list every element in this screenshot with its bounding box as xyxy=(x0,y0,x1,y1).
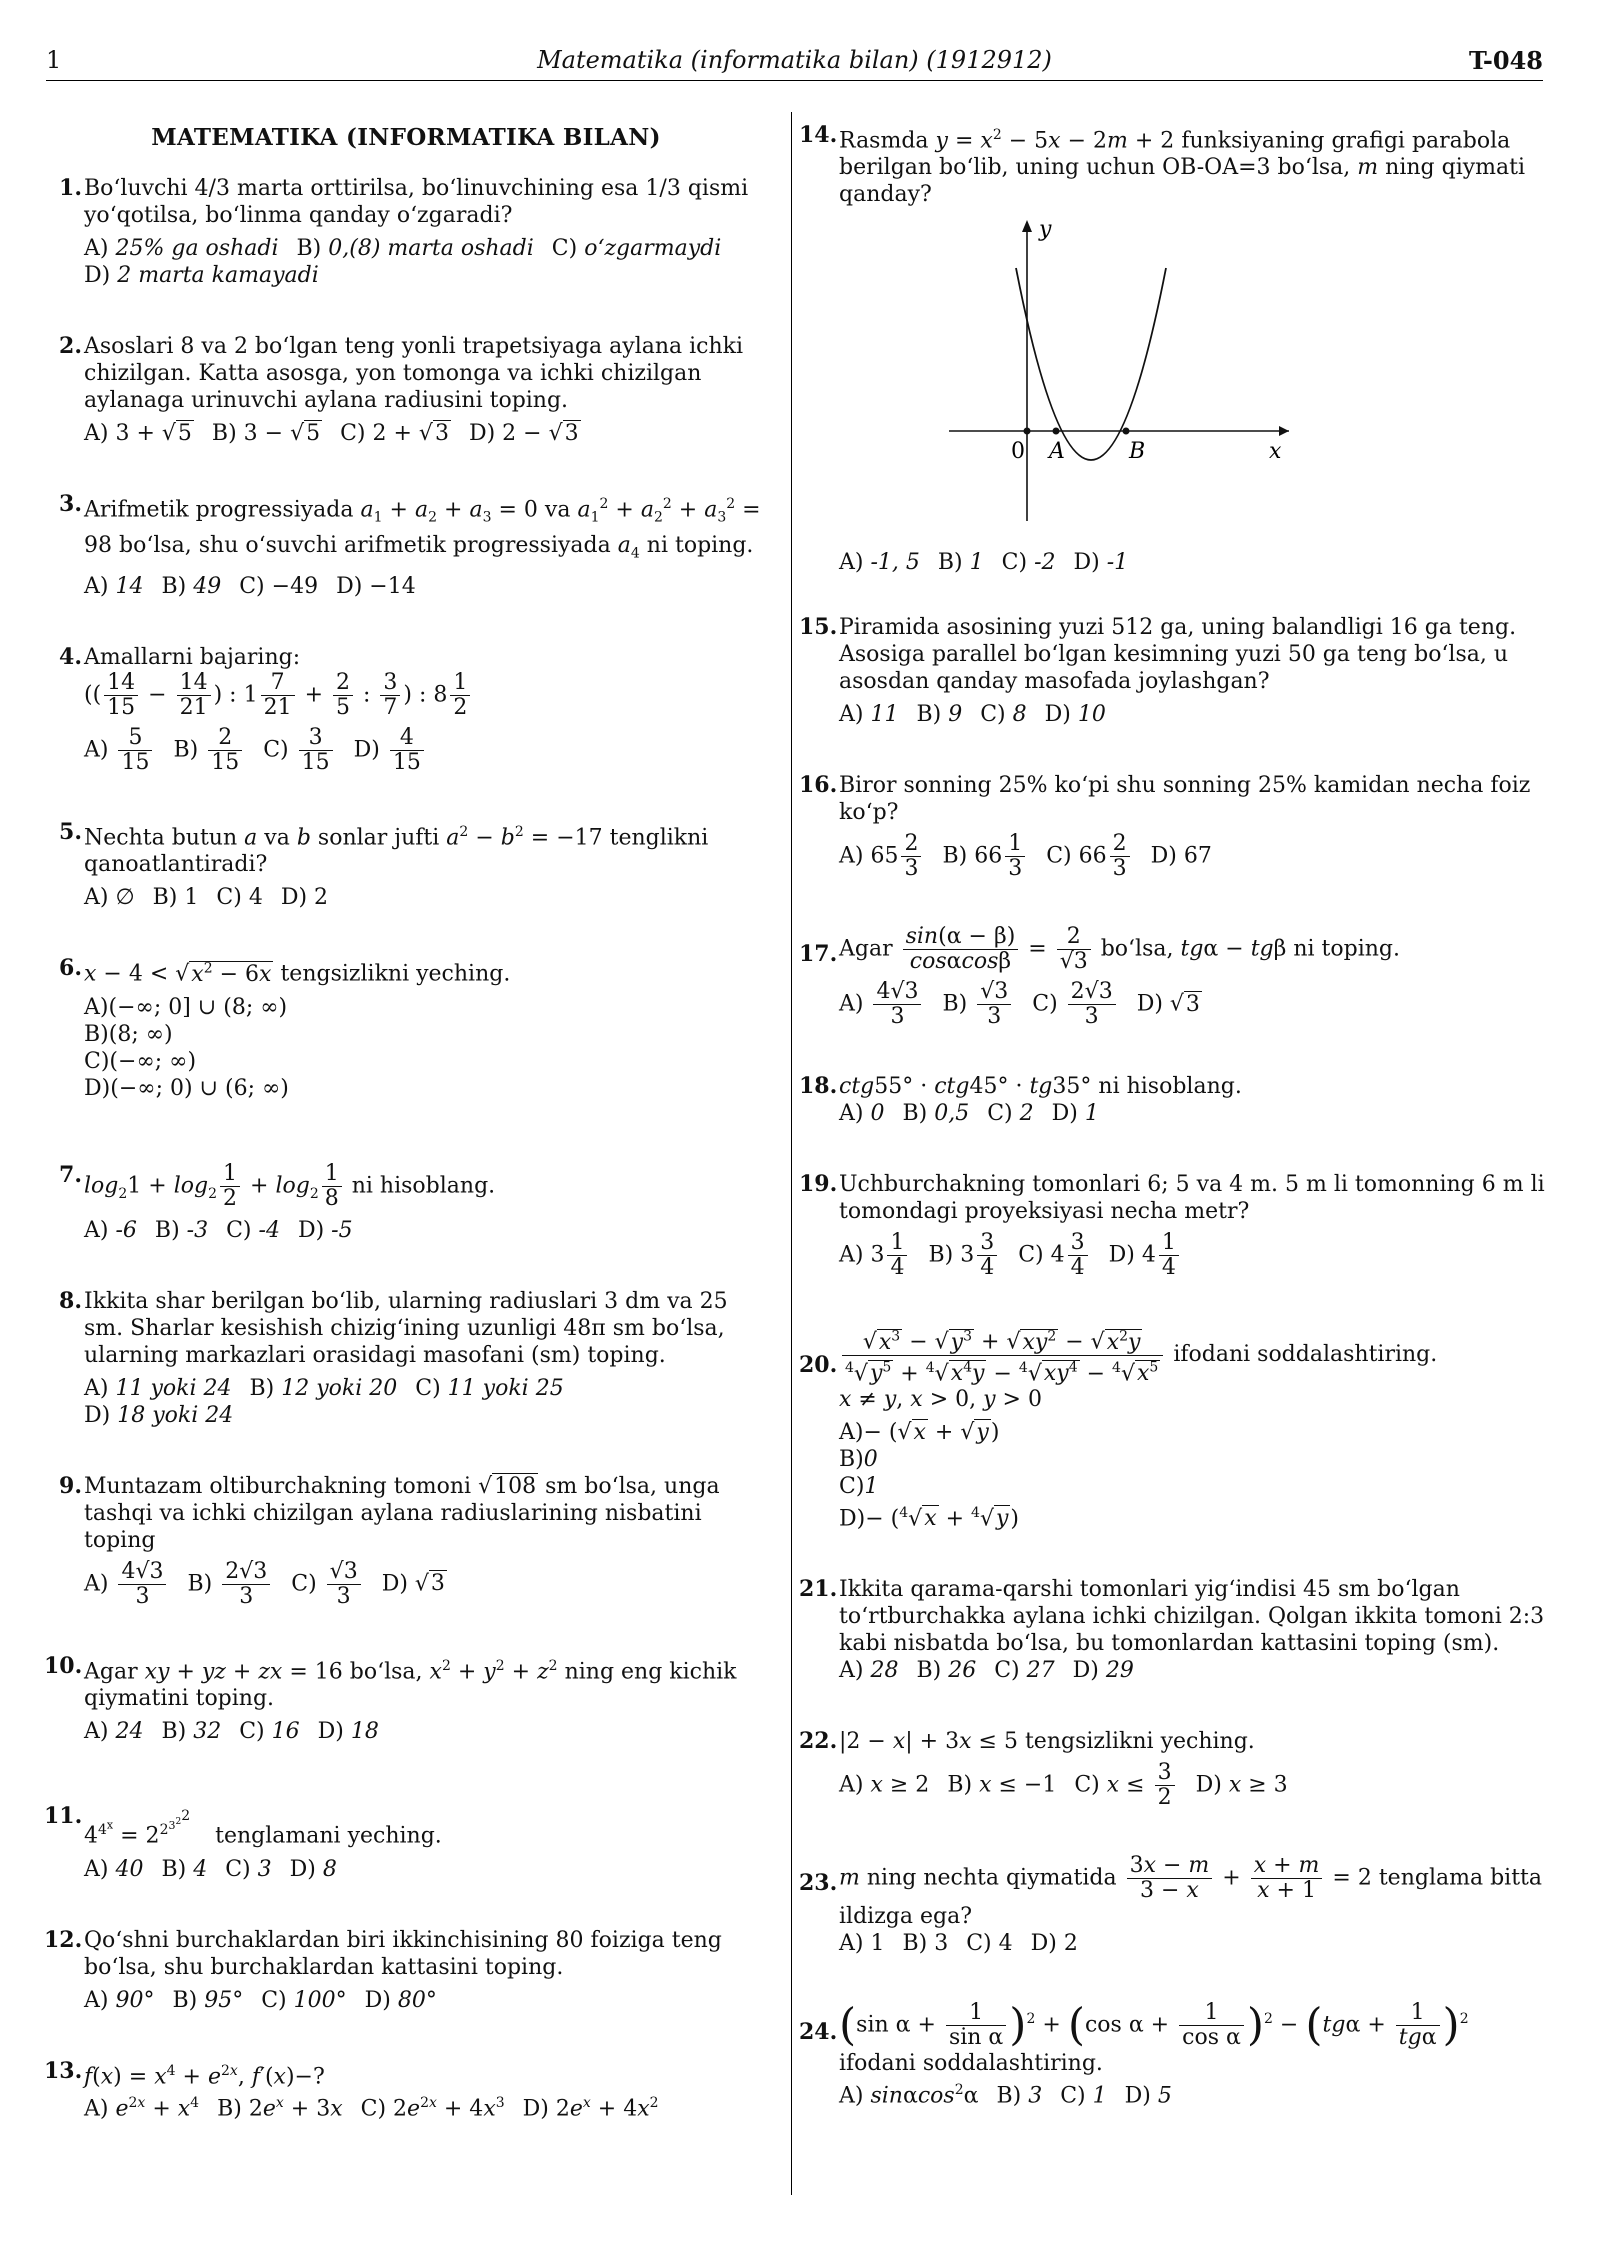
parabola-figure xyxy=(939,216,1299,536)
section-title: MATEMATIKA (INFORMATIKA BILAN) xyxy=(151,124,661,151)
question-19: 19. Uchburchakning tomonlari 6; 5 va 4 m. 5 m li tomonning 6 m li tomondagi proyeksiyasi necha metr? A) 3 $\frac{1}{4}$ B) 3 $\frac{3}{4}$ C) 4 $\frac{3}{4}$ D) 4 $\frac{1}{4}$ xyxy=(799,1171,1545,1281)
question-1: 1. Bo‘luvchi 4/3 marta orttirilsa, bo‘linuvchining esa 1/3 qismi yo‘qotilsa, bo‘linma qanday o‘zgaradi? A) 25% ga oshadi B) 0,(8) marta oshadi C) o‘zgarmaydi D) 2 marta kamayadi xyxy=(59,175,749,288)
question-4: 4. Amallarni bajaring: (( $\frac{14}{15}$ − $\frac{14}{21}$ ) : 1 $\frac{7}{21}$ + $\frac{2}{5}$ : $\frac{3}{7}$ ) : 8 $\frac{1}{2}$ A) $\frac{5}{15}$ B) $\frac{2}{15}$ C) $\frac{3}{15}$ D) $\frac{4}{15}$ xyxy=(50,644,762,775)
question-11: 11. $4^{4^x} = 2^{2^{3^{2^2}}}$ tenglamani yeching. A) 40 B) 4 C) 3 D) 8 xyxy=(44,1803,442,1882)
y-axis-arrow xyxy=(1022,220,1032,232)
y-label: y xyxy=(1039,217,1052,243)
question-12: 12. Qo‘shni burchaklardan biri ikkinchisining 80 foiziga teng bo‘lsa, shu burchaklardan kattasini toping. A) 90° B) 95° C) 100° D) 80° xyxy=(44,1926,722,2013)
x-axis-arrow xyxy=(1279,426,1289,436)
origin-point xyxy=(1024,428,1031,435)
question-6: 6. $x - 4 < √x^2 - 6x$ tengsizlikni yeching. A)(−∞; 0] ∪ (8; ∞) B)(8; ∞) C)(−∞; ∞) D)(−∞; 0) ∪ (6; ∞) xyxy=(59,955,511,1101)
point-a xyxy=(1053,428,1060,435)
question-24: 24. (sin α + $\frac{1}{\text{sin α}}$ )$^2$ + (cos α + $\frac{1}{\text{cos α}}$ )$^2$ − (tgα + 1 tgα )$^2$ ifodani soddalashtiring. A) sinαcos$^2$α B) 3 C) 1 D) 5 xyxy=(799,1999,1469,2109)
page-number: 1 xyxy=(46,46,62,74)
question-14: 14. Rasmda $y = x^2 - 5x - 2m + 2$ funksiyaning grafigi parabola berilgan bo‘lib, uning uchun OB-OA=3 bo‘lsa, m ning qiymati qanday? y x 0 A B A) -1, 5 B) 1 C) -2 D) -1 xyxy=(805,122,1560,576)
column-divider xyxy=(791,112,792,2195)
question-9: 9. Muntazam oltiburchakning tomoni √108 sm bo‘lsa, unga tashqi va ichki chizilgan aylana radiuslarining nisbatini toping A) $\frac{4√3}{3}$ B) $\frac{2√3}{3}$ C) $\frac{√3}{3}$ D) √3 xyxy=(59,1472,720,1609)
question-20: 20. $\frac{√x^3 - √y^3 + √xy^2 - √x^2y}{^4√y^5 + ^4√x^4y - ^4√xy^4 - ^4√x^5}$ ifodani soddalashtiring. x ≠ y, x > 0, y > 0 A)− (√x + √y) B)0 C)1 D)− ($^4$√x + $^4$√y) xyxy=(805,1324,1560,1532)
left-column xyxy=(44,120,762,2166)
question-3: 3. Arifmetik progressiyada $a_1 + a_2 + a_3 = 0$ va $a_1^2 + a_2^2 + a_3^2 = 98$ bo‘lsa, shu o‘suvchi arifmetik progressiyada $a_4$ ni toping. A) 14 B) 49 C) −49 D) −14 xyxy=(59,491,761,600)
b-label: B xyxy=(1129,439,1146,465)
question-2: 2. Asoslari 8 va 2 bo‘lgan teng yonli trapetsiyaga aylana ichki chizilgan. Katta asosga, yon tomonga va ichki chizilgan aylanaga urinuvchi aylana radiusini toping. A) 3 + √5 B) 3 − √5 C) 2 + √3 D) 2 − √3 xyxy=(59,333,744,446)
question-17: 17. Agar $\frac{\sin(\alpha - \beta)}{\cos\alpha\cos\beta}$ = $\frac{2}{√3}$ bo‘lsa, tgα − tgβ ni toping. A) $\frac{4√3}{3}$ B) $\frac{√3}{3}$ C) $\frac{2√3}{3}$ D) √3 xyxy=(799,924,1401,1030)
question-10: 10. Agar xy + yz + zx = 16 bo‘lsa, $x^2 + y^2 + z^2$ ning eng kichik qiymatini toping. A) 24 B) 32 C) 16 D) 18 xyxy=(44,1652,737,1745)
parabola-graph xyxy=(939,216,1560,543)
x-label: x xyxy=(1269,439,1282,465)
a-label: A xyxy=(1049,439,1065,465)
test-code: T-048 xyxy=(1469,46,1543,75)
question-18: 18. ctg55° · ctg45° · tg35° ni hisoblang. A) 0 B) 0,5 C) 2 D) 1 xyxy=(799,1073,1242,1127)
question-7: 7. $\log_21 + \log_2$ $\frac{1}{2}$ + $\log_2$ $\frac{1}{8}$ ni hisoblang. A) -6 B) -3 C) -4 D) -5 xyxy=(59,1160,496,1243)
right-column xyxy=(799,122,1560,2110)
page-header xyxy=(46,44,1543,81)
point-b xyxy=(1123,428,1130,435)
question-8: 8. Ikkita shar berilgan bo‘lib, ularning radiuslari 3 dm va 25 sm. Sharlar kesishish chizig‘ining uzunligi 48π sm bo‘lsa, ularning markazlari orasidagi masofani (sm) toping. A) 11 yoki 24 B) 12 yoki 20 C) 11 yoki 25 D) 18 yoki 24 xyxy=(59,1287,728,1428)
question-22: 22. |2 − x| + 3x ≤ 5 tengsizlikni yeching. A) x ≥ 2 B) x ≤ −1 C) x ≤ $\frac{3}{2}$ D) x ≥ 3 xyxy=(799,1728,1288,1811)
origin-label: 0 xyxy=(1011,439,1025,465)
page-title: Matematika (informatika bilan) (1912912) xyxy=(537,46,1052,74)
question-21: 21. Ikkita qarama-qarshi tomonlari yig‘indisi 45 sm bo‘lgan to‘rtburchakka aylana ichki chizilgan. Qolgan ikkita tomoni 2:3 kabi nisbatda bo‘lsa, bu tomonlardan kattasini toping (sm). A) 28 B) 26 C) 27 D) 29 xyxy=(799,1576,1545,1684)
question-15: 15. Piramida asosining yuzi 512 ga, uning balandligi 16 ga teng. Asosiga parallel bo‘lgan kesimning yuzi 50 ga teng bo‘lsa, u asosdan qanday masofada joylashgan? A) 11 B) 9 C) 8 D) 10 xyxy=(799,614,1517,728)
question-13: 13. $f(x) = x^4 + e^{2x}$, f′(x)−? A) $e^{2x} + x^4$ B) $2e^x + 3x$ C) $2e^{2x} + 4x^3$ D) $2e^x + 4x^2$ xyxy=(44,2057,659,2122)
question-16: 16. Biror sonning 25% ko‘pi shu sonning 25% kamidan necha foiz ko‘p? A) 65 $\frac{2}{3}$ B) 66 $\frac{1}{3}$ C) 66 $\frac{2}{3}$ D) 67 xyxy=(799,772,1531,882)
question-5: 5. Nechta butun a va b sonlar jufti $a^2 - b^2 = -17$ tenglikni qanoatlantiradi? A) ∅ B) 1 C) 4 D) 2 xyxy=(59,819,709,911)
question-23: 23. m ning nechta qiymatida $\frac{3x - m}{3 - x}$ + $\frac{x + m}{x + 1}$ = 2 tenglama bitta ildizga ega? A) 1 B) 3 C) 4 D) 2 xyxy=(799,1853,1542,1957)
